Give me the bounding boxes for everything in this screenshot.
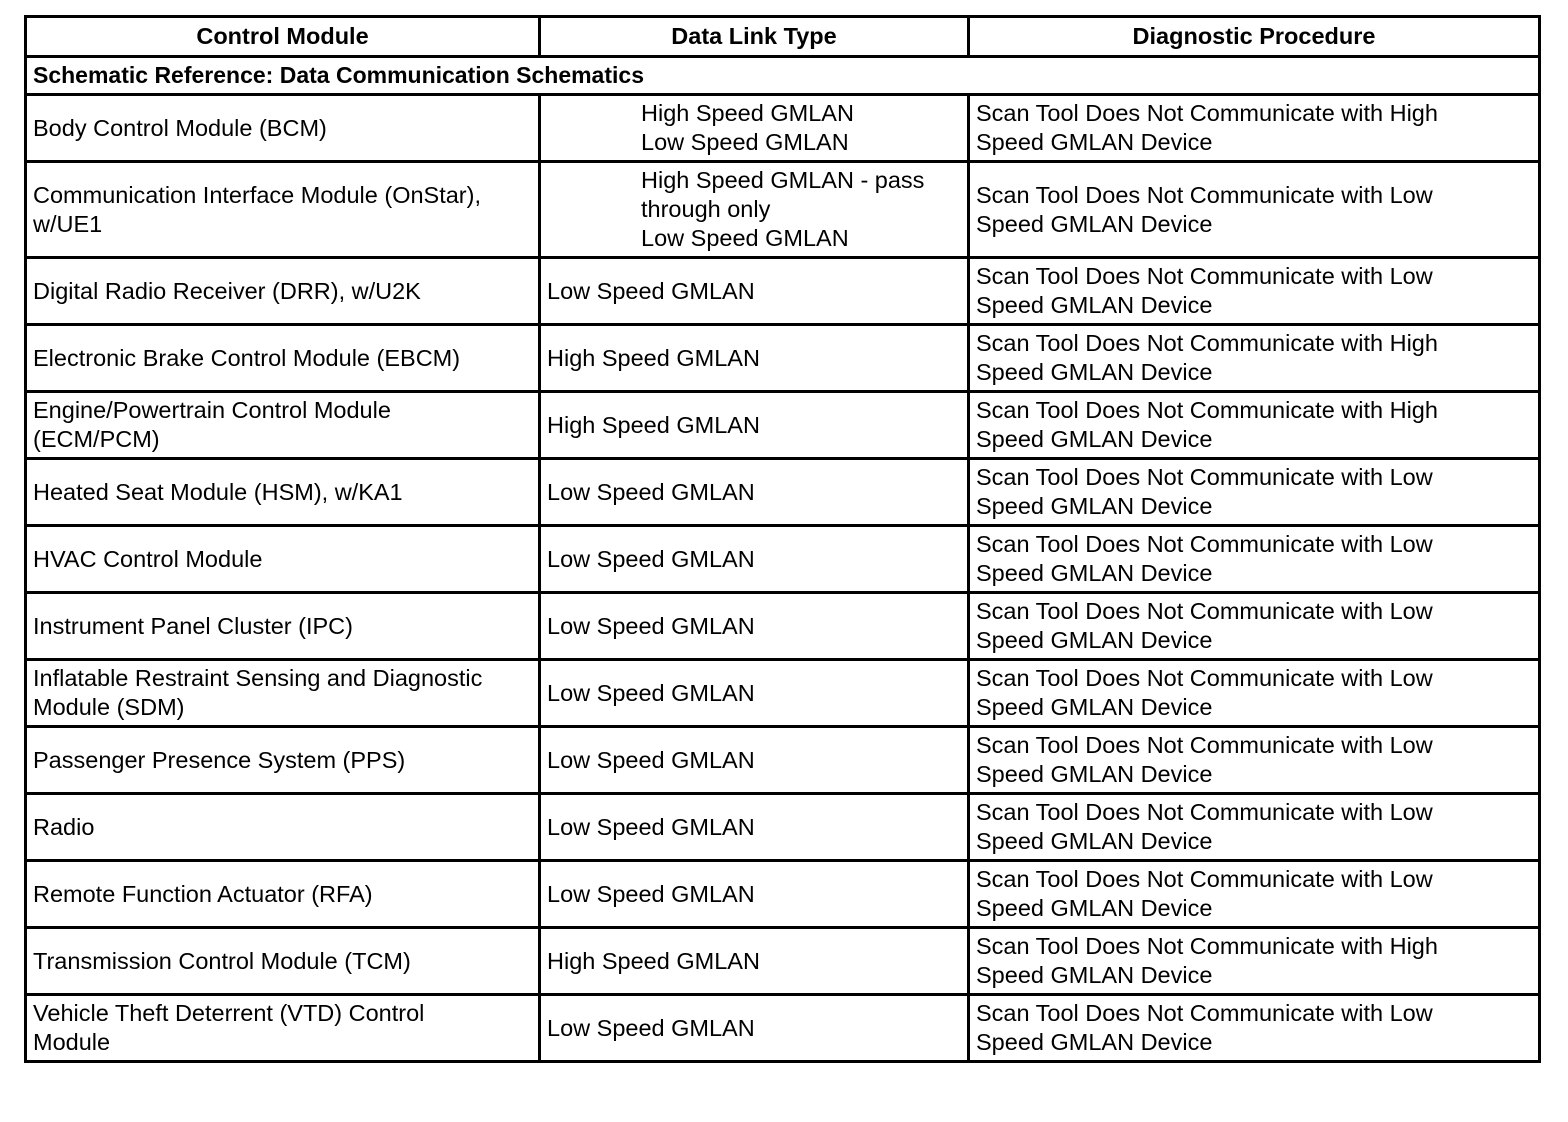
data-link-table (24, 15, 1541, 1063)
table-row (26, 593, 1540, 660)
data-link-type-cell-line: Low Speed GMLAN (641, 225, 849, 251)
schematic-reference: Schematic Reference: Data Communication Schematics (26, 57, 1540, 95)
diagnostic-procedure-cell-line: Scan Tool Does Not Communicate with Low (976, 1000, 1433, 1026)
control-module-cell-line: Remote Function Actuator (RFA) (33, 880, 373, 907)
diagnostic-procedure-cell (969, 392, 1540, 459)
diagnostic-procedure-cell (969, 995, 1540, 1062)
data-link-type-cell (540, 593, 969, 660)
data-link-type-cell (540, 392, 969, 459)
table-row (26, 861, 1540, 928)
data-link-type-cell (540, 95, 969, 162)
control-module-cell-line: Instrument Panel Cluster (IPC) (33, 612, 353, 639)
control-module-cell (26, 95, 540, 162)
diagnostic-procedure-cell-line: Speed GMLAN Device (976, 761, 1213, 787)
data-link-type-cell-line: Low Speed GMLAN (547, 880, 755, 907)
data-link-type-cell (540, 526, 969, 593)
data-link-type-cell-line: High Speed GMLAN (641, 100, 854, 126)
diagnostic-procedure-cell (969, 526, 1540, 593)
data-link-type-cell-line: Low Speed GMLAN (547, 545, 755, 572)
data-link-type-cell-line: Low Speed GMLAN (547, 679, 755, 706)
data-link-type-cell-line: through only (641, 196, 771, 222)
diagnostic-procedure-cell-line: Speed GMLAN Device (976, 1029, 1213, 1055)
header-data-link-type: Data Link Type (540, 17, 969, 57)
data-link-type-cell (540, 861, 969, 928)
diagnostic-procedure-cell-line: Scan Tool Does Not Communicate with High (976, 933, 1438, 959)
diagnostic-procedure-cell (969, 727, 1540, 794)
diagnostic-procedure-cell-line: Scan Tool Does Not Communicate with High (976, 330, 1438, 356)
diagnostic-procedure-cell-line: Speed GMLAN Device (976, 426, 1213, 452)
diagnostic-procedure-cell-line: Speed GMLAN Device (976, 129, 1213, 155)
diagnostic-procedure-cell-line: Scan Tool Does Not Communicate with Low (976, 598, 1433, 624)
data-link-type-cell-line: High Speed GMLAN - pass (641, 167, 925, 193)
diagnostic-procedure-cell-line: Scan Tool Does Not Communicate with High (976, 100, 1438, 126)
control-module-cell (26, 928, 540, 995)
diagnostic-procedure-cell-line: Speed GMLAN Device (976, 962, 1213, 988)
diagnostic-procedure-cell (969, 794, 1540, 861)
control-module-cell (26, 794, 540, 861)
table-row (26, 258, 1540, 325)
header-diagnostic-procedure: Diagnostic Procedure (969, 17, 1540, 57)
header-control-module: Control Module (26, 17, 540, 57)
control-module-cell (26, 593, 540, 660)
control-module-cell-line: (ECM/PCM) (33, 426, 160, 452)
diagnostic-procedure-cell (969, 861, 1540, 928)
control-module-cell-line: Communication Interface Module (OnStar), (33, 181, 481, 208)
control-module-cell-line: Digital Radio Receiver (DRR), w/U2K (33, 277, 421, 304)
diagnostic-procedure-cell-line: Scan Tool Does Not Communicate with Low (976, 799, 1433, 825)
data-link-type-cell (540, 794, 969, 861)
diagnostic-procedure-cell-line: Scan Tool Does Not Communicate with Low (976, 866, 1433, 892)
control-module-cell (26, 258, 540, 325)
data-link-type-cell (540, 727, 969, 794)
data-link-type-cell-line: High Speed GMLAN (547, 947, 760, 974)
table-body (26, 57, 1540, 1062)
diagnostic-procedure-cell (969, 660, 1540, 727)
diagnostic-procedure-cell-line: Scan Tool Does Not Communicate with Low (976, 263, 1433, 289)
data-link-type-cell (540, 459, 969, 526)
section-row (26, 57, 1540, 95)
diagnostic-procedure-cell-line: Speed GMLAN Device (976, 493, 1213, 519)
control-module-cell-line: Engine/Powertrain Control Module (33, 397, 391, 423)
control-module-cell-line: Passenger Presence System (PPS) (33, 746, 406, 773)
table-row (26, 459, 1540, 526)
diagnostic-procedure-cell-line: Scan Tool Does Not Communicate with Low (976, 732, 1433, 758)
data-link-type-cell (540, 660, 969, 727)
data-link-type-cell (540, 258, 969, 325)
diagnostic-procedure-cell-line: Scan Tool Does Not Communicate with Low (976, 464, 1433, 490)
table-row (26, 95, 1540, 162)
diagnostic-procedure-cell (969, 325, 1540, 392)
data-link-type-cell-line: Low Speed GMLAN (547, 1014, 755, 1041)
diagnostic-procedure-cell (969, 162, 1540, 258)
control-module-cell (26, 861, 540, 928)
control-module-cell (26, 162, 540, 258)
header-row (26, 17, 1540, 57)
data-link-type-cell-line: Low Speed GMLAN (547, 746, 755, 773)
diagnostic-procedure-cell-line: Scan Tool Does Not Communicate with Low (976, 665, 1433, 691)
table-row (26, 928, 1540, 995)
table-row (26, 727, 1540, 794)
diagnostic-procedure-cell (969, 258, 1540, 325)
diagnostic-procedure-cell (969, 95, 1540, 162)
data-link-type-cell-line: High Speed GMLAN (547, 411, 760, 438)
diagnostic-procedure-cell-line: Scan Tool Does Not Communicate with High (976, 397, 1438, 423)
control-module-cell-line: Electronic Brake Control Module (EBCM) (33, 344, 461, 371)
data-link-type-cell-line: Low Speed GMLAN (547, 277, 755, 304)
control-module-cell-line: w/UE1 (33, 210, 103, 237)
control-module-cell (26, 727, 540, 794)
diagnostic-procedure-cell-line: Speed GMLAN Device (976, 694, 1213, 720)
control-module-cell (26, 660, 540, 727)
control-module-cell-line: Inflatable Restraint Sensing and Diagnostic (33, 665, 483, 691)
control-module-cell (26, 392, 540, 459)
diagnostic-procedure-cell-line: Speed GMLAN Device (976, 292, 1213, 318)
control-module-cell-line: Radio (33, 813, 95, 840)
control-module-cell-line: Transmission Control Module (TCM) (33, 947, 411, 974)
table-row (26, 526, 1540, 593)
diagnostic-procedure-cell-line: Speed GMLAN Device (976, 828, 1213, 854)
control-module-cell (26, 325, 540, 392)
diagnostic-procedure-cell-line: Scan Tool Does Not Communicate with Low (976, 181, 1433, 208)
data-link-type-cell-line: Low Speed GMLAN (547, 478, 755, 505)
diagnostic-procedure-cell (969, 593, 1540, 660)
diagnostic-procedure-cell-line: Speed GMLAN Device (976, 210, 1213, 237)
control-module-cell (26, 995, 540, 1062)
data-link-type-cell (540, 928, 969, 995)
table-row (26, 660, 1540, 727)
table-row (26, 162, 1540, 258)
control-module-cell-line: Vehicle Theft Deterrent (VTD) Control (33, 1000, 425, 1026)
control-module-cell-line: HVAC Control Module (33, 545, 263, 572)
table-row (26, 794, 1540, 861)
data-link-type-cell-line: Low Speed GMLAN (547, 612, 755, 639)
diagnostic-procedure-cell-line: Speed GMLAN Device (976, 359, 1213, 385)
data-link-type-cell (540, 325, 969, 392)
data-link-type-cell (540, 162, 969, 258)
data-link-type-cell (540, 995, 969, 1062)
diagnostic-procedure-cell-line: Speed GMLAN Device (976, 895, 1213, 921)
control-module-cell (26, 459, 540, 526)
diagnostic-procedure-cell-line: Speed GMLAN Device (976, 627, 1213, 653)
control-module-cell-line: Heated Seat Module (HSM), w/KA1 (33, 478, 403, 505)
diagnostic-procedure-cell (969, 459, 1540, 526)
control-module-cell-line: Body Control Module (BCM) (33, 114, 327, 141)
table-row (26, 325, 1540, 392)
control-module-cell-line: Module (SDM) (33, 694, 185, 720)
table-row (26, 392, 1540, 459)
data-link-type-cell-line: Low Speed GMLAN (641, 129, 849, 155)
diagnostic-procedure-cell-line: Scan Tool Does Not Communicate with Low (976, 531, 1433, 557)
table-row (26, 995, 1540, 1062)
data-link-type-cell-line: High Speed GMLAN (547, 344, 760, 371)
control-module-cell-line: Module (33, 1029, 111, 1055)
control-module-cell (26, 526, 540, 593)
diagnostic-procedure-cell-line: Speed GMLAN Device (976, 560, 1213, 586)
data-link-type-cell-line: Low Speed GMLAN (547, 813, 755, 840)
diagnostic-procedure-cell (969, 928, 1540, 995)
